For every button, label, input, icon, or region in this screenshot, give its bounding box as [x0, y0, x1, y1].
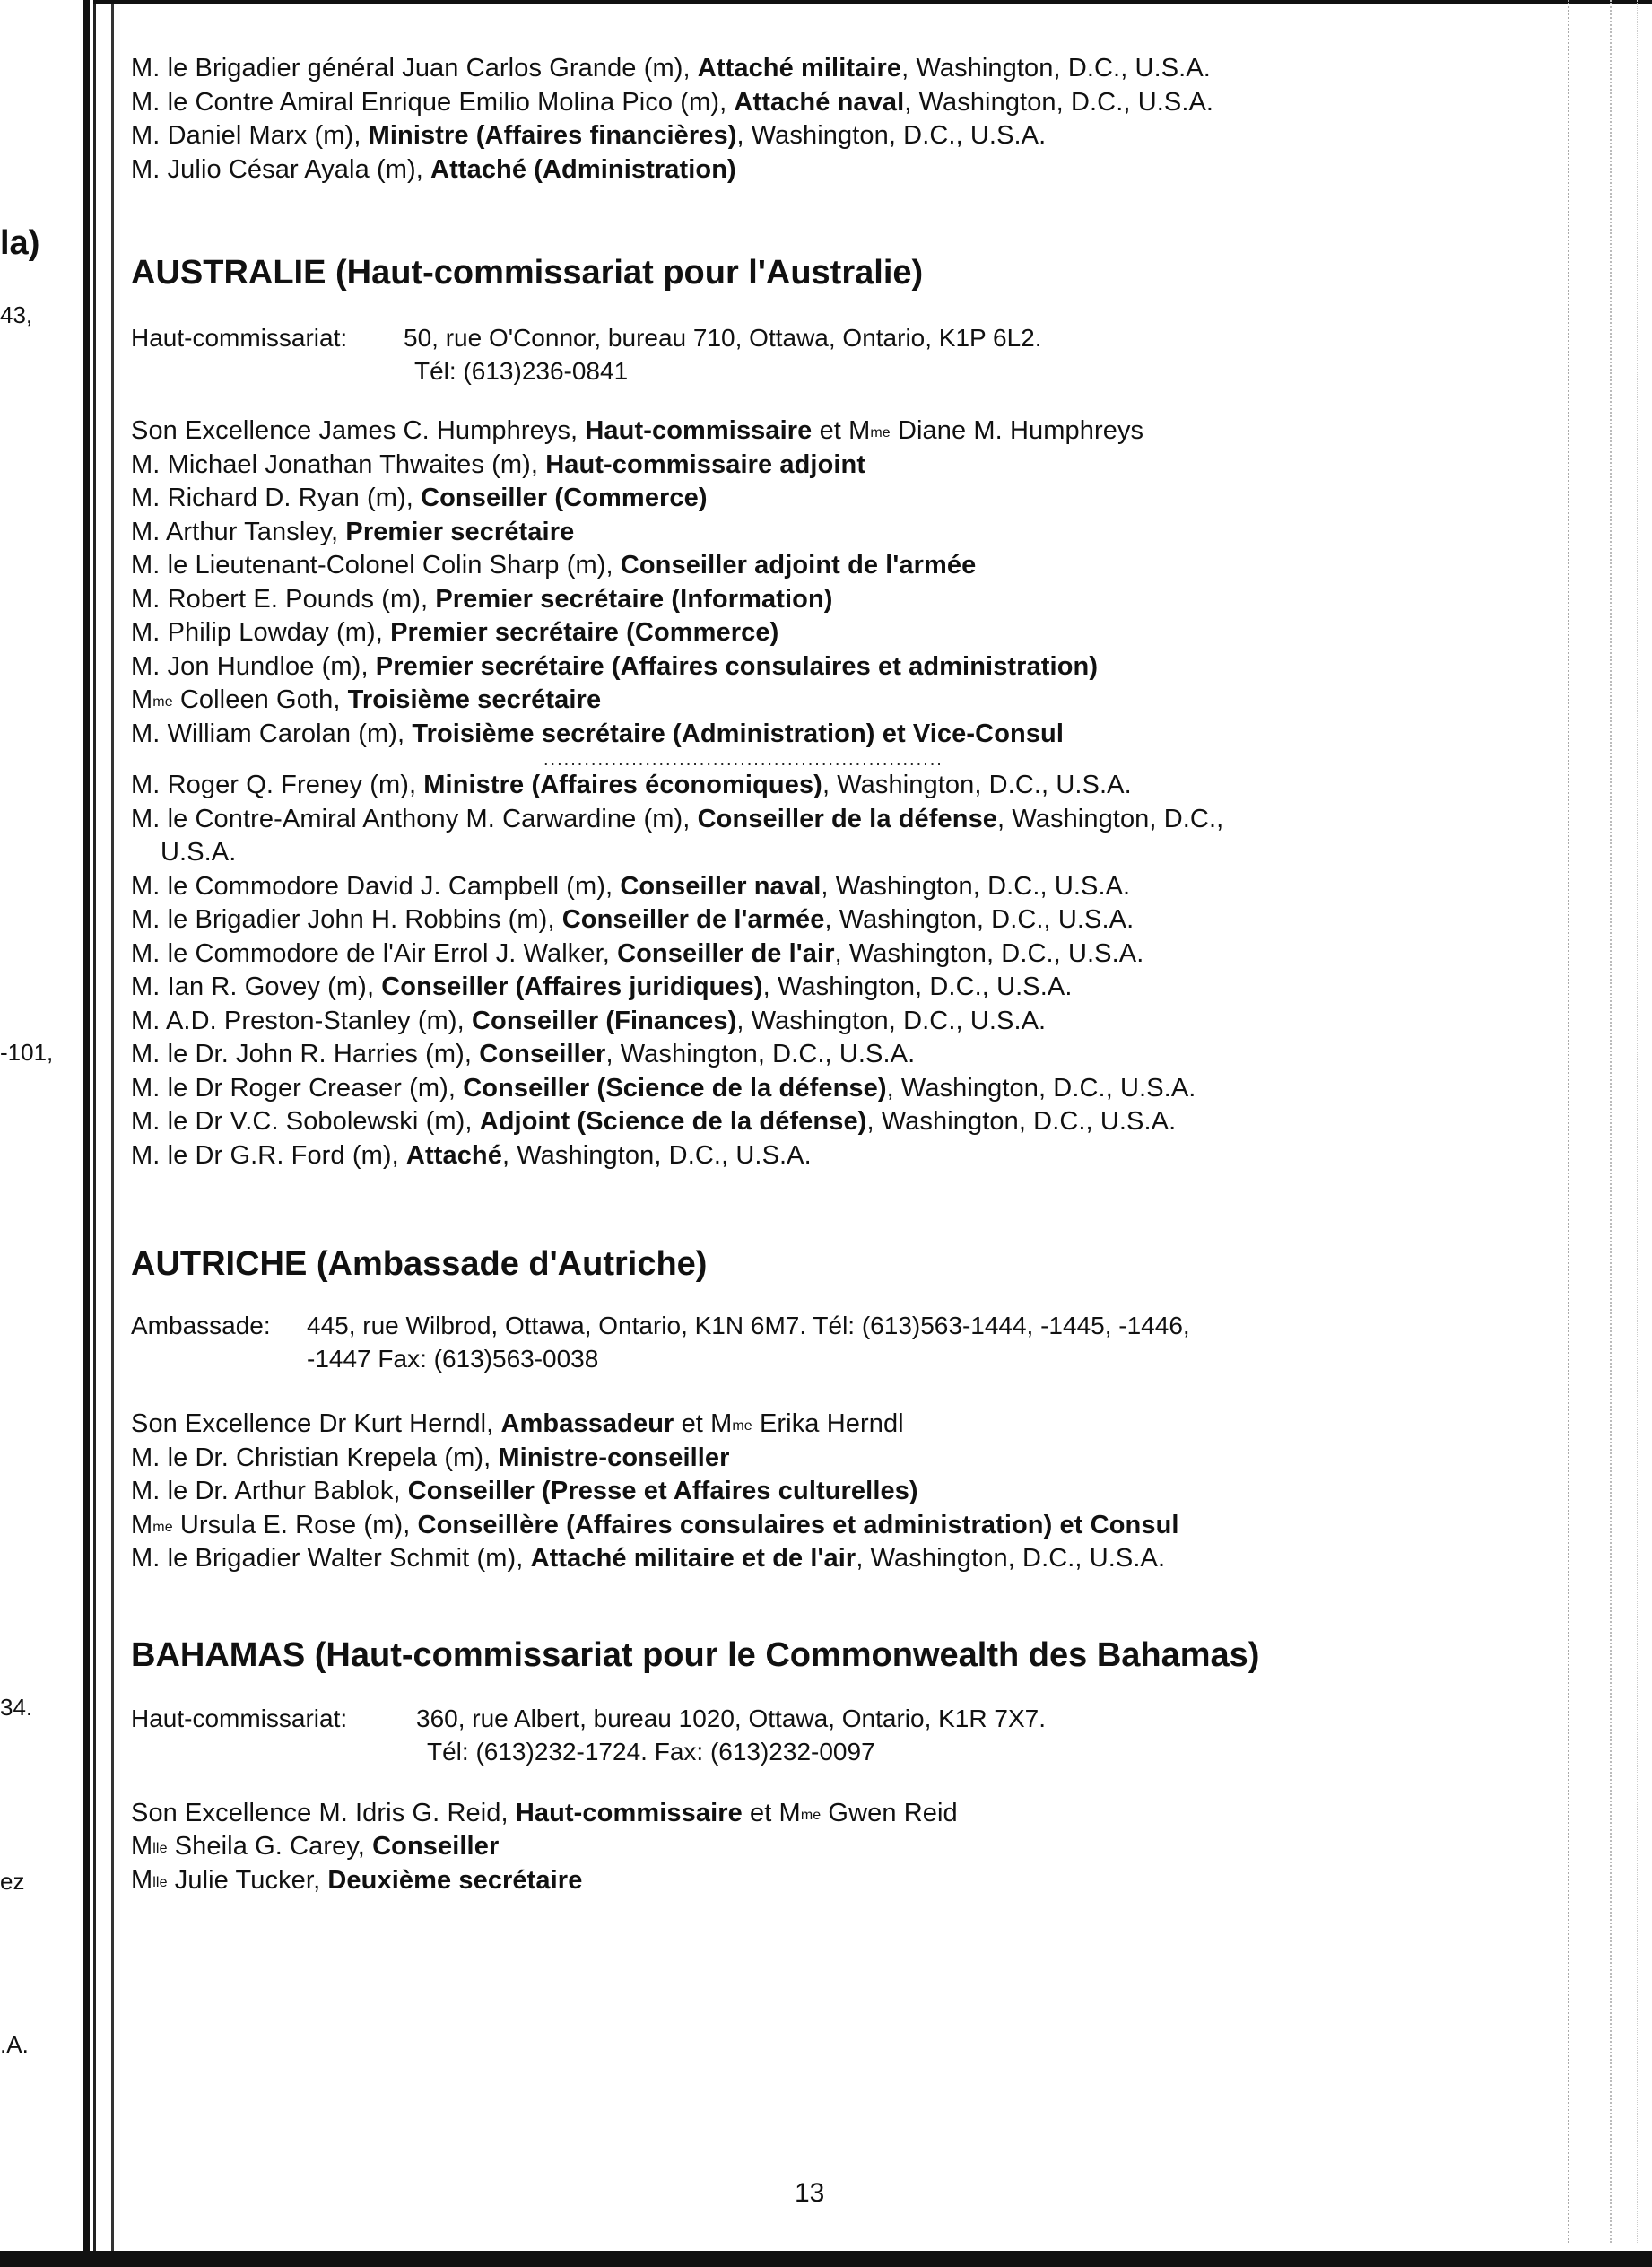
staff-entry — [131, 937, 1566, 972]
staff-location: , Washington, D.C., U.S.A. — [904, 87, 1214, 117]
staff-entry — [131, 803, 1566, 837]
staff-title: Attaché (Administration) — [430, 154, 736, 184]
staff-location: , Washington, D.C., U.S.A. — [856, 1544, 1166, 1573]
page-content — [131, 52, 1566, 1897]
staff-name: Ursula E. Rose (m), — [172, 1510, 418, 1539]
staff-name: M. Daniel Marx (m), — [131, 121, 369, 150]
staff-title: Conseiller (Finances) — [472, 1006, 737, 1035]
staff-entry — [131, 769, 1566, 803]
staff-name: M. Ian R. Govey (m), — [131, 972, 382, 1001]
staff-entry — [131, 1797, 1566, 1831]
staff-title: Ministre (Affaires économiques) — [423, 771, 822, 799]
staff-location: , Washington, D.C., U.S.A. — [605, 1040, 916, 1068]
staff-name: M. le Lieutenant-Colonel Colin Sharp (m), — [131, 551, 621, 580]
staff-name: M. le Contre-Amiral Anthony M. Carwardine (m), — [131, 804, 698, 833]
staff-location: , Washington, D.C., U.S.A. — [501, 1140, 812, 1170]
margin-fragment: 34. — [0, 1694, 33, 1721]
staff-title: Conseiller (Affaires juridiques) — [381, 972, 763, 1001]
staff-name: M — [131, 1832, 153, 1861]
scan-border-left-rule — [111, 0, 114, 2267]
address-line: -1447 Fax: (613)563-0038 — [307, 1345, 599, 1373]
staff-entry — [131, 449, 1566, 483]
staff-name: Son Excellence Dr Kurt Herndl, — [131, 1409, 501, 1438]
staff-name: Colleen Goth, — [172, 685, 348, 714]
staff-title: Haut-commissaire adjoint — [545, 449, 866, 479]
staff-title: Premier secrétaire (Information) — [435, 584, 833, 614]
section-autriche — [131, 1242, 1566, 1576]
staff-name: M. le Dr V.C. Sobolewski (m), — [131, 1107, 480, 1136]
staff-title: Adjoint (Science de la défense) — [479, 1107, 867, 1136]
address-label: Haut-commissariat: — [131, 324, 348, 352]
staff-name: M. Michael Jonathan Thwaites (m), — [131, 449, 546, 479]
staff-name: Son Excellence M. Idris G. Reid, — [131, 1798, 516, 1827]
staff-title: Troisième secrétaire (Administration) et Vice-Consul — [412, 719, 1065, 748]
staff-entry — [131, 684, 1566, 718]
staff-name: Julie Tucker, — [167, 1865, 328, 1895]
staff-name: M. Philip Lowday (m), — [131, 618, 391, 647]
staff-location: , Washington, D.C., U.S.A. — [886, 1073, 1196, 1103]
staff-name: M. le Dr G.R. Ford (m), — [131, 1140, 406, 1170]
margin-fragment: -101, — [0, 1039, 54, 1066]
separator-dots: ........................................................... — [543, 750, 943, 770]
staff-name: M. le Dr. Christian Krepela (m), — [131, 1443, 499, 1472]
staff-location: , Washington, D.C., U.S.A. — [834, 938, 1144, 968]
staff-entry — [131, 616, 1566, 650]
staff-location: , Washington, D.C., U.S.A. — [736, 1006, 1047, 1035]
staff-location: , Washington, D.C., U.S.A. — [822, 771, 1132, 799]
scan-border-left-inner — [93, 0, 96, 2267]
staff-name: M. Robert E. Pounds (m), — [131, 584, 436, 614]
staff-title: Conseiller — [479, 1040, 606, 1068]
staff-list — [131, 1797, 1566, 1898]
staff-title: Ambassadeur — [500, 1409, 674, 1438]
address-block — [131, 321, 1566, 388]
staff-name: M — [131, 1510, 153, 1539]
staff-name: M. le Brigadier général Juan Carlos Grande (m), — [131, 54, 698, 83]
staff-entry — [131, 718, 1566, 752]
staff-location: Diane M. Humphreys — [890, 416, 1144, 445]
staff-title: Premier secrétaire (Commerce) — [390, 618, 779, 647]
staff-name: M. le Brigadier Walter Schmit (m), — [131, 1544, 531, 1573]
staff-entry — [131, 1542, 1566, 1576]
margin-fragment: ez — [0, 1868, 25, 1895]
address-label: Ambassade: — [131, 1312, 271, 1339]
honorific-superscript: me — [152, 1519, 173, 1535]
staff-entry — [131, 1072, 1566, 1106]
staff-title: Attaché militaire — [697, 54, 902, 83]
staff-entry — [131, 1408, 1566, 1442]
staff-entry — [131, 870, 1566, 904]
address-line: 360, rue Albert, bureau 1020, Ottawa, Ontario, K1R 7X7. — [416, 1704, 1046, 1732]
staff-entry — [131, 1038, 1566, 1072]
section-heading: BAHAMAS (Haut-commissariat pour le Commonwealth des Bahamas) — [131, 1635, 1260, 1674]
address-body — [404, 321, 1042, 388]
staff-name: M — [131, 685, 153, 714]
address-body — [416, 1702, 1046, 1768]
staff-title: Premier secrétaire (Affaires consulaires et administration) — [375, 651, 1099, 681]
staff-title: Attaché naval — [734, 87, 905, 117]
staff-title: Conseiller (Presse et Affaires culturelles) — [407, 1477, 918, 1505]
staff-title: Conseiller de l'air — [617, 938, 835, 968]
staff-entry — [131, 1139, 1566, 1173]
staff-name: M. Roger Q. Freney (m), — [131, 771, 424, 799]
staff-name: M. le Dr. Arthur Bablok, — [131, 1477, 408, 1505]
staff-name: et M — [812, 416, 871, 445]
staff-entry — [131, 549, 1566, 583]
staff-name: M. Jon Hundloe (m), — [131, 651, 376, 681]
staff-title: Conseiller de l'armée — [561, 905, 825, 934]
staff-title: Troisième secrétaire — [347, 685, 602, 714]
staff-entry — [131, 52, 1566, 86]
staff-entry — [131, 1864, 1566, 1898]
scan-border-left — [83, 0, 90, 2267]
staff-name: M. le Commodore David J. Campbell (m), — [131, 871, 621, 901]
staff-name: Son Excellence James C. Humphreys, — [131, 416, 586, 445]
honorific-superscript: me — [152, 694, 173, 710]
staff-title: Attaché — [405, 1140, 502, 1170]
staff-title: Haut-commissaire — [515, 1798, 743, 1827]
address-block — [131, 1309, 1566, 1375]
address-line: 445, rue Wilbrod, Ottawa, Ontario, K1N 6M7. Tél: (613)563-1444, -1445, -1446, — [307, 1312, 1190, 1339]
honorific-superscript: lle — [152, 1874, 168, 1890]
staff-entry — [131, 153, 1566, 187]
staff-title: Premier secrétaire — [345, 517, 575, 546]
staff-name: M. A.D. Preston-Stanley (m), — [131, 1006, 472, 1035]
page-number: 13 — [795, 2178, 825, 2208]
honorific-superscript: me — [800, 1807, 822, 1823]
section-bahamas — [131, 1634, 1566, 1898]
staff-list-abroad — [131, 769, 1566, 1173]
staff-entry — [131, 1105, 1566, 1139]
staff-name: et M — [742, 1798, 801, 1827]
staff-name: M. le Commodore de l'Air Errol J. Walker, — [131, 938, 618, 968]
staff-name: et M — [674, 1409, 733, 1438]
staff-name: M. le Contre Amiral Enrique Emilio Molina Pico (m), — [131, 87, 735, 117]
staff-title: Ministre (Affaires financières) — [368, 121, 737, 150]
scan-border-bottom — [0, 2251, 1652, 2267]
staff-entry — [131, 1830, 1566, 1864]
margin-fragment: la) — [0, 224, 40, 262]
staff-title: Conseiller adjoint de l'armée — [620, 551, 977, 580]
staff-name: M — [131, 1865, 153, 1895]
staff-list — [131, 1408, 1566, 1576]
continuation-list — [131, 52, 1566, 187]
staff-location: , Washington, D.C., U.S.A. — [866, 1107, 1177, 1136]
staff-entry — [131, 516, 1566, 550]
staff-entry — [131, 119, 1566, 153]
honorific-superscript: lle — [152, 1841, 168, 1856]
margin-fragment: 43, — [0, 301, 33, 328]
staff-entry — [131, 86, 1566, 120]
staff-entry — [131, 1005, 1566, 1039]
staff-list — [131, 414, 1566, 751]
staff-entry — [131, 1509, 1566, 1543]
staff-entry — [131, 971, 1566, 1005]
section-heading: AUSTRALIE (Haut-commissariat pour l'Australie) — [131, 254, 924, 292]
staff-entry — [131, 650, 1566, 684]
staff-entry — [131, 1442, 1566, 1476]
staff-title: Conseiller (Science de la défense) — [463, 1073, 887, 1103]
scan-edge-right-2 — [1610, 0, 1612, 2243]
staff-location: , Washington, D.C., U.S.A. — [736, 121, 1047, 150]
staff-entry — [131, 583, 1566, 617]
honorific-superscript: me — [870, 425, 891, 440]
staff-entry — [131, 414, 1566, 449]
staff-location: Erika Herndl — [752, 1409, 904, 1438]
address-body — [307, 1309, 1190, 1375]
staff-title: Conseillère (Affaires consulaires et administration) et Consul — [417, 1510, 1179, 1539]
staff-location: , Washington, D.C., U.S.A. — [821, 871, 1131, 901]
section-heading: AUTRICHE (Ambassade d'Autriche) — [131, 1245, 708, 1283]
staff-title: Deuxième secrétaire — [327, 1865, 583, 1895]
staff-title: Conseiller de la défense — [697, 804, 998, 833]
staff-name: M. Arthur Tansley, — [131, 517, 346, 546]
staff-title: Haut-commissaire — [585, 416, 813, 445]
address-line: 50, rue O'Connor, bureau 710, Ottawa, Ontario, K1P 6L2. — [404, 324, 1042, 352]
staff-entry — [131, 482, 1566, 516]
scan-edge-right — [1568, 0, 1569, 2243]
staff-location: , Washington, D.C., U.S.A. — [901, 54, 1211, 83]
staff-name: M. William Carolan (m), — [131, 719, 413, 748]
address-line: Tél: (613)236-0841 — [414, 357, 629, 385]
staff-entry — [131, 1475, 1566, 1509]
staff-location: , Washington, D.C., U.S.A. — [762, 972, 1073, 1001]
address-block — [131, 1702, 1566, 1768]
staff-entry-continuation: U.S.A. — [161, 838, 237, 867]
honorific-superscript: me — [732, 1418, 752, 1434]
staff-location: , Washington, D.C., — [997, 804, 1224, 833]
staff-title: Conseiller — [372, 1832, 500, 1861]
staff-name: M. le Brigadier John H. Robbins (m), — [131, 905, 562, 934]
staff-name: M. le Dr. John R. Harries (m), — [131, 1040, 480, 1068]
staff-title: Ministre-conseiller — [498, 1443, 730, 1472]
staff-name: M. Richard D. Ryan (m), — [131, 484, 422, 512]
staff-title: Conseiller (Commerce) — [421, 484, 708, 512]
address-label: Haut-commissariat: — [131, 1704, 348, 1732]
address-line: Tél: (613)232-1724. Fax: (613)232-0097 — [427, 1737, 875, 1766]
staff-entry — [131, 903, 1566, 937]
section-australie — [131, 251, 1566, 1173]
staff-location: , Washington, D.C., U.S.A. — [824, 905, 1135, 934]
staff-name: M. Julio César Ayala (m), — [131, 154, 431, 184]
staff-title: Conseiller naval — [620, 871, 822, 901]
staff-location: Gwen Reid — [821, 1798, 958, 1827]
scan-edge-right-3 — [1637, 0, 1638, 2243]
scan-border-top — [93, 0, 1652, 4]
staff-name: Sheila G. Carey, — [167, 1832, 373, 1861]
staff-name: M. le Dr Roger Creaser (m), — [131, 1073, 464, 1103]
margin-fragment: .A. — [0, 2031, 29, 2058]
staff-title: Attaché militaire et de l'air — [530, 1544, 856, 1573]
